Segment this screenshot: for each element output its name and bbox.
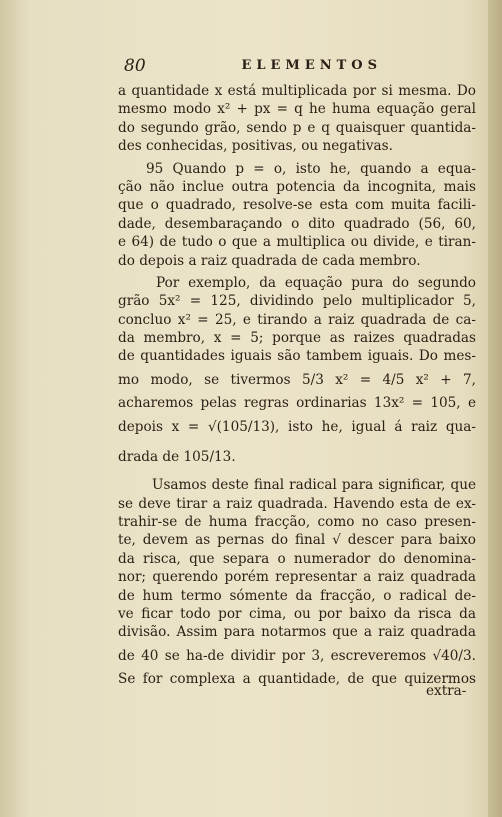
- text-line: do segundo grão, sendo p e q quaisquer quantida-: [118, 119, 476, 136]
- text-line: acharemos pelas regras ordinarias 13x² = 105, e: [118, 394, 476, 411]
- text-line: mo modo, se tivermos 5/3 x² = 4/5 x² + 7,: [118, 371, 476, 388]
- text-line: concluo x² = 25, e tirando a raiz quadrada de ca-: [118, 311, 476, 328]
- text-line: Se for complexa a quantidade, de que quizermos: [118, 670, 476, 687]
- page-header: [124, 56, 382, 78]
- text-line: de 40 se ha-de dividir por 3, escreveremos √40/3.: [118, 647, 476, 664]
- catchword: extra-: [426, 683, 467, 699]
- text-line: do depois a raiz quadrada de cada membro.: [118, 252, 421, 269]
- text-line: a quantidade x está multiplicada por si mesma. Do: [118, 83, 476, 99]
- text-line: mesmo modo x² + px = q he huma equação geral: [118, 101, 476, 118]
- text-line: ve ficar todo por cima, ou por baixo da risca da: [118, 605, 476, 622]
- text-line: da membro, x = 5; porque as raizes quadradas: [118, 330, 476, 347]
- text-line: ção não inclue outra potencia da incognita, mais: [118, 178, 476, 195]
- text-line: de quantidades iguais são tambem iguais. Do mes-: [118, 348, 476, 365]
- running-head: ELEMENTOS: [241, 58, 382, 73]
- text-line: e 64) de tudo o que a multiplica ou divide, e tiran-: [118, 234, 476, 251]
- text-line: da risca, que separa o numerador do denomina-: [118, 550, 476, 567]
- text-line: nor; querendo porém representar a raiz quadrada: [118, 569, 476, 586]
- text-line: que o quadrado, resolve-se esta com muita facili-: [118, 197, 476, 214]
- text-line: se deve tirar a raiz quadrada. Havendo esta de ex-: [118, 495, 476, 512]
- text-line: de hum termo sómente da fracção, o radical de-: [118, 587, 476, 604]
- text-line: dade, desembaraçando o dito quadrado (56, 60,: [118, 215, 476, 232]
- text-line: drada de 105/13.: [118, 449, 236, 466]
- text-line: des conhecidas, positivas, ou negativas.: [118, 138, 393, 155]
- text-line: Usamos deste final radical para significar, que: [152, 477, 476, 494]
- text-line: grão 5x² = 125, dividindo pelo multiplicador 5,: [118, 293, 476, 310]
- page-body-text: [118, 82, 476, 688]
- text-line: divisão. Assim para notarmos que a raiz quadrada: [118, 624, 476, 641]
- text-line: depois x = √(105/13), isto he, igual á raiz qua-: [118, 419, 476, 436]
- text-line: te, devem as pernas do final √ descer para baixo: [118, 532, 476, 549]
- text-line: Por exemplo, da equação pura do segundo: [156, 274, 476, 291]
- page-spine-edge: [488, 0, 502, 817]
- page-number: 80: [124, 56, 146, 76]
- text-line: trahir-se de huma fracção, como no caso presen-: [118, 514, 476, 531]
- text-line: 95 Quando p = o, isto he, quando a equa-: [146, 160, 476, 177]
